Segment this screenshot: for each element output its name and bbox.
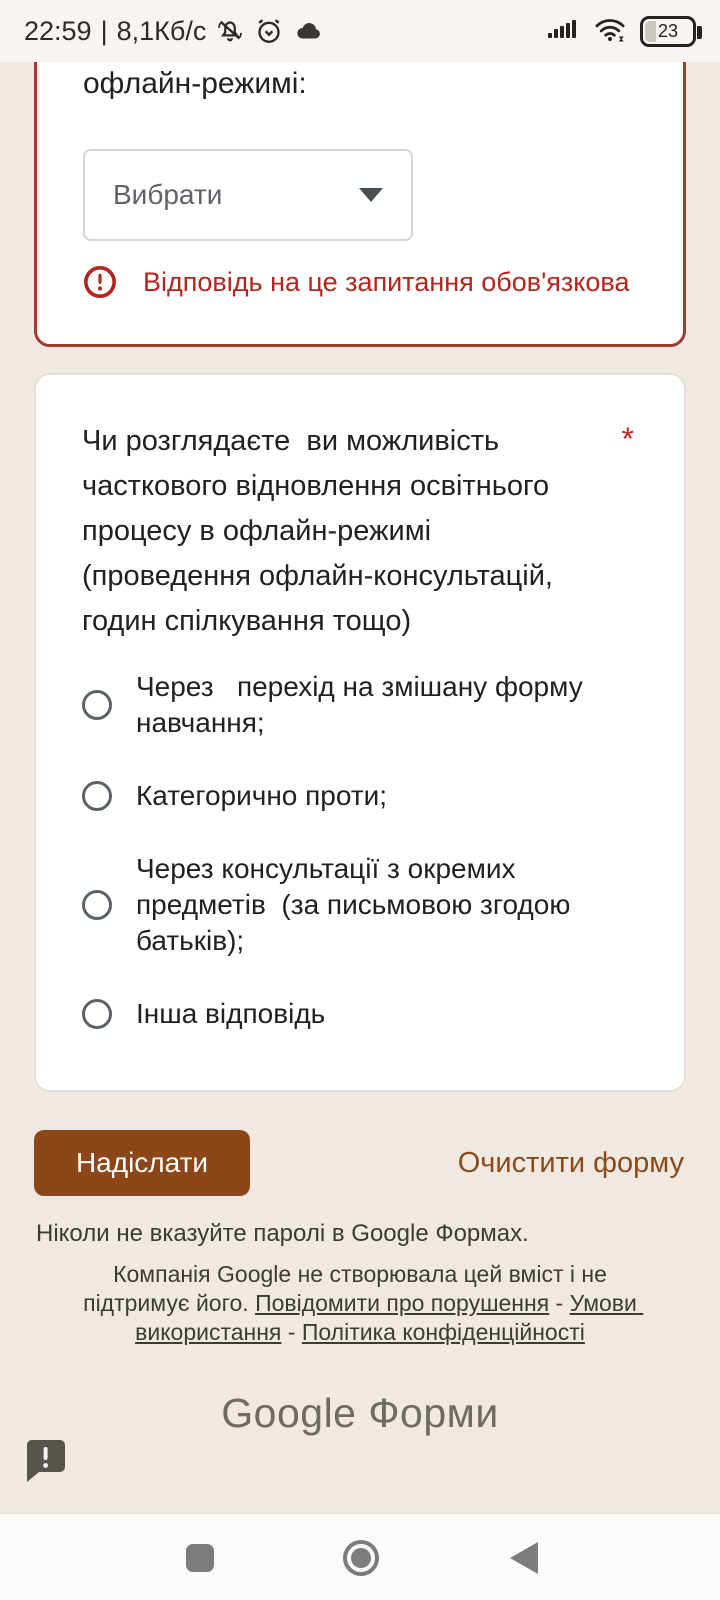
option-label: Інша відповідь: [136, 998, 326, 1029]
privacy-link[interactable]: Політика конфіденційності: [301, 1319, 585, 1345]
google-forms-logo: Google Форми: [221, 1390, 499, 1436]
report-abuse-link[interactable]: Повідомити про порушення: [255, 1290, 550, 1316]
question-title-fragment: офлайн-режимі:: [83, 67, 307, 100]
battery-percent: 23: [657, 20, 679, 41]
radio-option-1[interactable]: [82, 669, 644, 741]
password-warning: Ніколи не вказуйте паролі в Google Формах.: [36, 1220, 529, 1247]
battery-fill: [645, 21, 656, 42]
android-nav-bar: [0, 1512, 720, 1600]
home-button-icon[interactable]: [343, 1540, 379, 1576]
option-label: Через консультації з окремих предметів (за письмовою згодою батьків);: [136, 853, 579, 956]
link-separator: -: [281, 1319, 302, 1345]
question-card: [34, 373, 686, 1092]
network-speed-text: 8,1Кб/с: [116, 15, 207, 46]
clear-form-button[interactable]: Очистити форму: [457, 1146, 684, 1179]
option-label: Категорично проти;: [136, 780, 388, 811]
status-bar: [0, 0, 720, 62]
clock-text: 22:59: [24, 15, 92, 46]
link-separator: -: [549, 1290, 570, 1316]
notifications-off-icon: [215, 16, 245, 46]
status-bar-right: [546, 14, 696, 49]
choose-dropdown[interactable]: [83, 149, 413, 241]
submit-button[interactable]: Надіслати: [34, 1130, 250, 1196]
dropdown-selected-value: Вибрати: [113, 179, 223, 210]
radio-option-2[interactable]: [82, 778, 644, 814]
wifi-icon: [592, 14, 628, 49]
home-button-dot: [351, 1548, 371, 1568]
terms-link[interactable]: Умови використання: [135, 1290, 644, 1345]
alarm-icon: [254, 16, 284, 46]
cloud-icon: [293, 16, 325, 46]
option-label: Через перехід на змішану форму навчання;: [136, 671, 591, 738]
disclaimer-text: Компанія Google не створювала цей вміст і не підтримує його.: [83, 1261, 614, 1316]
recents-button-icon[interactable]: [186, 1544, 214, 1572]
radio-button-icon[interactable]: [82, 890, 112, 920]
radio-option-4[interactable]: [82, 996, 644, 1032]
radio-button-icon[interactable]: [82, 781, 112, 811]
google-disclaimer: [80, 1260, 644, 1347]
battery-icon: [640, 16, 696, 47]
radio-button-icon[interactable]: [82, 999, 112, 1029]
battery-nub: [697, 26, 702, 39]
feedback-bubble-icon[interactable]: [22, 1436, 68, 1484]
question-text: Чи розглядаєте ви можливість часткового відновлення освітнього процесу в офлайн-режимі (проведення офлайн-консультацій, годин спілкування тощо): [82, 425, 562, 637]
signal-icon: [546, 14, 580, 49]
options-list: [82, 669, 644, 1032]
radio-button-icon[interactable]: [82, 690, 112, 720]
validation-error: [83, 265, 629, 299]
chevron-down-icon: [359, 188, 383, 202]
required-asterisk: *: [621, 421, 634, 457]
error-message: Відповідь на це запитання обов'язкова: [143, 266, 630, 297]
status-divider: |: [100, 15, 108, 46]
error-alert-icon: [83, 265, 117, 299]
back-button-icon[interactable]: [510, 1542, 538, 1574]
status-bar-left: [24, 16, 325, 47]
radio-option-3[interactable]: [82, 851, 644, 959]
